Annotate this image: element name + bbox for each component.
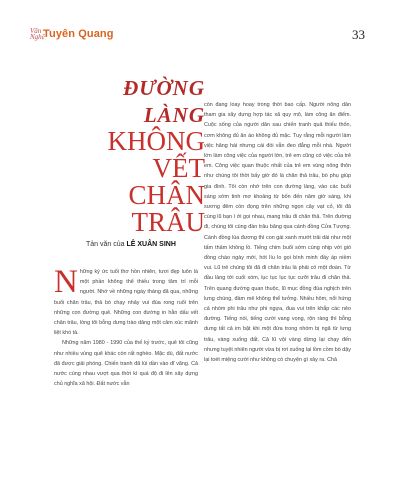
drop-cap: N <box>54 264 78 300</box>
magazine-brand <box>30 28 114 40</box>
left-paragraph-1-text: hững ký ức tuổi thơ hồn nhiên, tươi đẹp luôn là một phần không thể thiếu trong tâm trí mỗi người. Nhớ về những ngày tháng đã qua, những buổi chăn trâu, thả bò chạy nhảy vui đùa rong ruổi trên những con đường quê. Những con đường in hằn dấu vết chân trâu, lòng tôi bỗng dưng trào dâng một cảm xúc mãnh liệt khó tả. <box>54 269 198 337</box>
page-header <box>0 0 402 50</box>
byline-prefix: Tản văn của <box>86 241 125 248</box>
brand-small-label: Văn Nghệ <box>30 27 45 41</box>
byline-author: LÊ XUÂN SINH <box>126 241 176 248</box>
left-text-column <box>54 264 198 389</box>
right-text-column <box>204 100 351 365</box>
title-line-5: CHÂN <box>128 180 205 210</box>
right-paragraph-1: còn đang loay hoay trong thời bao cấp. Người nông dân tham gia xây dựng hợp tác xã quy mô, làm công ăn điểm. Cuộc sống của người dân sau chiến tranh quả thiếu thốn, cơm không đủ ăn áo không đủ mặc. Tuy rằng mỗi người làm việc hăng hái nhưng cái đói vẫn đeo đẳng mỗi nhà. Người lớn làm công việc của người lớn, trẻ em cũng có việc của trẻ em. Công việc quan thuộc nhất của trẻ em vùng nông thôn như chúng tôi thời bấy giờ đó là chăn thả trâu, bò phụ giúp gia đình. Tôi còn nhớ trên con đường làng, vào các buổi sáng sớm tinh mơ khoảng từ bốn đến năm giờ sáng, khi sương đêm còn đọng trên những ngọn cây vạt cỏ, tôi đã cùng lũ bạn í ới gọi nhau, mang trâu đi chăn thả. Trên đường đi, chúng tôi cùng đàn trâu băng qua cánh đồng Cửa Tượng. Cánh đồng lúa đương thì con gái xanh mướt trải dài như một tấm thảm không lồ. Tiếng chim buổi sớm cùng nhịp với gió đồng chào ngày mới, hót líu lo gọi bình minh đầy áp niềm vui. Lũ trẻ chúng tôi đã đi chăn trâu là phải có một đoàn. Từ đầu làng tới cuối xóm, lục tục lục tục cưỡi trâu đi chăn thả. Trên quang đường quan thuộc, lũ mục đồng đùa nghịch trên lưng chúng, đàm mê không thể tưởng. Nhiều hôm, nổi hứng cả nhóm phi trâu như phi ngựa, đua vui trên khắp các nẻo đường. Tiếng nói, tiếng cười vang vọng, rộn ràng thì bỗng dưng tất cả im bặt khi một đứa trong nhóm bị ngã từ lưng trâu, vàng xuống đất. Cả lũ vội vàng dừng lại chạy đến nhưng tuyệt nhiên người vừa bị rơi xuống lại lồm cồm bò dậy lại toét miệng cười như không có chuyện gì xảy ra. Chả <box>204 102 351 364</box>
brand-name: Tuyên Quang <box>43 28 114 40</box>
article-title <box>90 78 205 236</box>
title-line-1: ĐƯỜNG <box>123 76 205 100</box>
title-line-3: KHÔNG <box>107 126 205 156</box>
left-paragraph-1 <box>54 264 198 338</box>
page-number: 33 <box>352 27 365 42</box>
article-byline <box>86 241 176 248</box>
left-paragraph-2: Những năm 1980 - 1990 của thế kỷ trước, quê tôi cũng như nhiều vùng quê khác còn rất nghèo. Mặc dù, đất nước đã được giải phóng. Chiến tranh đã lùi dần vào dĩ vãng. Cả nước cùng nhau vượt qua thời kì quá độ đi lên xây dựng chủ nghĩa xã hội. Đất nước vẫn <box>54 340 198 388</box>
title-line-2: LÀNG <box>143 103 205 127</box>
title-line-4: VẾT <box>152 153 205 183</box>
title-line-6: TRÂU <box>131 207 205 237</box>
